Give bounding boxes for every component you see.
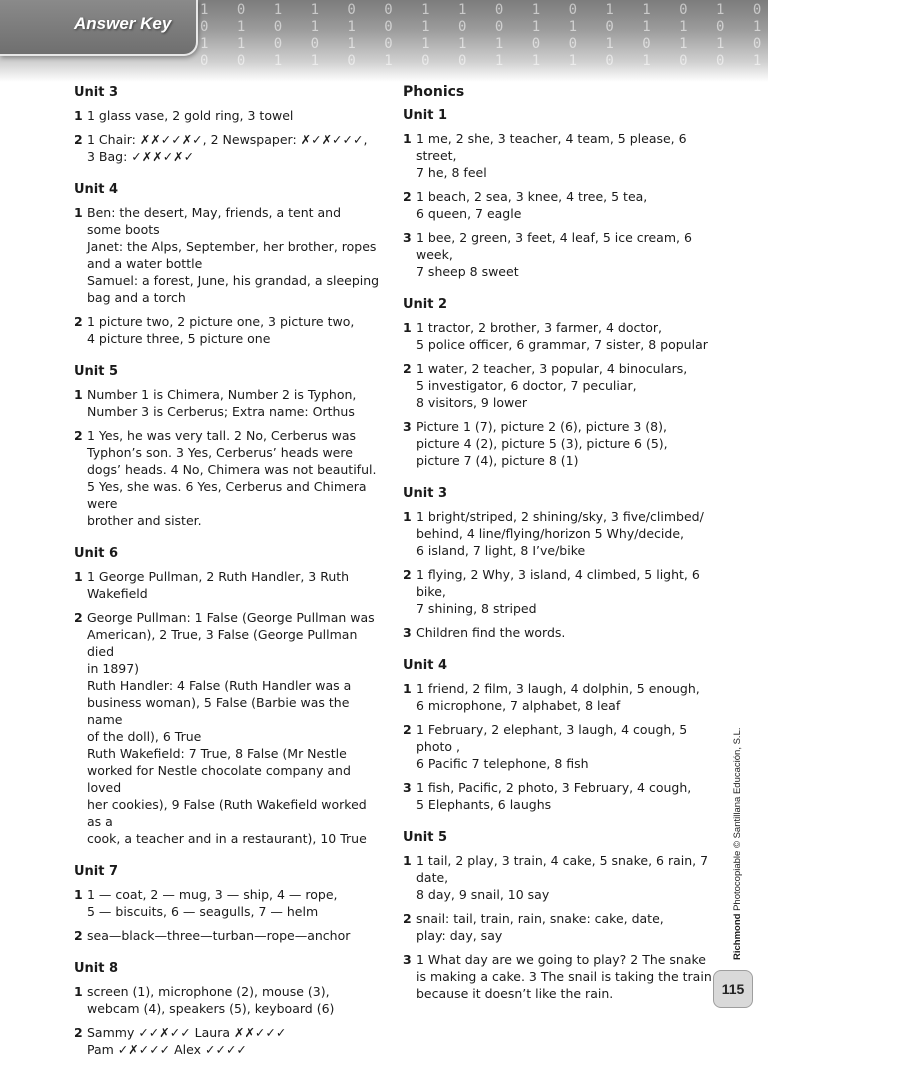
item-text: 1 me, 2 she, 3 teacher, 4 team, 5 please, 6 street, 7 he, 8 feel (416, 131, 687, 180)
item-text: sea—black—three—turban—rope—anchor (87, 928, 351, 943)
item-text: George Pullman: 1 False (George Pullman was American), 2 True, 3 False (George Pullman died in 1897) Ruth Handler: 4 False (Ruth Handler was a business woman), 5 False (Barbie was the name of the doll), 6 True Ruth Wakefield: 7 True, 8 False (Mr Nestle worked for Nestle chocolate company and loved her cookies), 9 False (Ruth Wakefield worked as a cook, a teacher and in a restaurant), 10 True (87, 610, 375, 846)
answer-item (74, 609, 384, 847)
item-text: Ben: the desert, May, friends, a tent and some boots Janet: the Alps, September, her brother, ropes and a water bottle Samuel: a forest, June, his grandad, a sleeping bag and a torch (87, 205, 380, 305)
answer-item (403, 130, 713, 181)
answer-item (403, 852, 713, 903)
answer-item (74, 427, 384, 529)
item-number: 2 (74, 428, 83, 443)
unit-heading: Unit 7 (74, 864, 119, 879)
copyright-sidebar (732, 712, 748, 960)
item-text: 1 bee, 2 green, 3 feet, 4 leaf, 5 ice cream, 6 week, 7 sheep 8 sweet (416, 230, 692, 279)
right-column (403, 84, 713, 1018)
answer-item (403, 680, 713, 714)
unit-block (74, 181, 384, 347)
binary-pattern-decoration: 1 0 1 1 0 0 1 1 0 1 0 1 1 0 1 0 0 1 1 0 0 1 0 1 1 0 1 0 0 1 1 0 1 1 0 1 0 0 1 1 1 1 0 0 1 0 1 1 1 0 0 1 0 1 1 0 1 1 0 0 0 0 1 1 0 1 0 0 1 1 1 0 1 0 0 1 1 0 1 1 (200, 2, 919, 69)
answer-key-label: Answer Key (74, 14, 172, 33)
item-number: 2 (74, 610, 83, 625)
unit-block (74, 863, 384, 944)
item-number: 1 (403, 131, 412, 146)
item-text: 1 fish, Pacific, 2 photo, 3 February, 4 cough, 5 Elephants, 6 laughs (416, 780, 692, 812)
answer-item (403, 360, 713, 411)
unit-block (74, 84, 384, 165)
item-number: 1 (74, 387, 83, 402)
copyright-notice: Photocopiable © Santillana Educación, S.L. (732, 727, 743, 911)
item-text: 1 bright/striped, 2 shining/sky, 3 five/climbed/ behind, 4 line/flying/horizon 5 Why/decide, 6 island, 7 light, 8 I’ve/bike (416, 509, 704, 558)
copyright-text (732, 712, 743, 960)
item-number: 1 (74, 887, 83, 902)
item-number: 2 (403, 189, 412, 204)
answer-item (74, 886, 384, 920)
item-text: 1 friend, 2 film, 3 laugh, 4 dolphin, 5 enough, 6 microphone, 7 alphabet, 8 leaf (416, 681, 700, 713)
item-number: 3 (403, 419, 412, 434)
item-number: 1 (74, 205, 83, 220)
answer-item (74, 1024, 384, 1058)
answer-item (403, 566, 713, 617)
brand-name: Richmond (732, 913, 743, 960)
item-number: 1 (74, 984, 83, 999)
item-number: 2 (74, 314, 83, 329)
item-number: 1 (403, 681, 412, 696)
answer-item (74, 983, 384, 1017)
answer-item (74, 107, 384, 124)
item-text: 1 tail, 2 play, 3 train, 4 cake, 5 snake, 6 rain, 7 date, 8 day, 9 snail, 10 say (416, 853, 709, 902)
unit-heading: Unit 3 (403, 486, 448, 501)
item-number: 3 (403, 780, 412, 795)
answer-key-tab (0, 0, 198, 56)
item-number: 1 (74, 569, 83, 584)
item-number: 2 (74, 928, 83, 943)
item-number: 2 (403, 911, 412, 926)
answer-item (403, 951, 713, 1002)
answer-item (74, 204, 384, 306)
answer-item (403, 624, 713, 641)
item-text: 1 What day are we going to play? 2 The snake is making a cake. 3 The snail is taking the train because it doesn’t like the rain. (416, 952, 712, 1001)
item-number: 1 (403, 320, 412, 335)
unit-heading: Unit 3 (74, 85, 119, 100)
unit-block (403, 485, 713, 641)
unit-heading: Unit 5 (403, 830, 448, 845)
item-text: Children find the words. (416, 625, 566, 640)
answer-item (403, 779, 713, 813)
page-number: 115 (713, 970, 753, 1008)
item-text: 1 George Pullman, 2 Ruth Handler, 3 Ruth Wakefield (87, 569, 350, 601)
unit-heading: Unit 5 (74, 364, 119, 379)
item-text: 1 beach, 2 sea, 3 knee, 4 tree, 5 tea, 6 queen, 7 eagle (416, 189, 648, 221)
item-text: 1 Yes, he was very tall. 2 No, Cerberus was Typhon’s son. 3 Yes, Cerberus’ heads were dogs’ heads. 4 No, Chimera was not beautiful. 5 Yes, she was. 6 Yes, Cerberus and Chimera were brother and sister. (87, 428, 377, 528)
unit-heading: Unit 2 (403, 297, 448, 312)
unit-block (403, 829, 713, 1002)
answer-item (74, 927, 384, 944)
item-text: 1 — coat, 2 — mug, 3 — ship, 4 — rope, 5 — biscuits, 6 — seagulls, 7 — helm (87, 887, 338, 919)
item-text: 1 picture two, 2 picture one, 3 picture two, 4 picture three, 5 picture one (87, 314, 355, 346)
item-text: 1 February, 2 elephant, 3 laugh, 4 cough, 5 photo , 6 Pacific 7 telephone, 8 fish (416, 722, 688, 771)
item-text: Picture 1 (7), picture 2 (6), picture 3 (8), picture 4 (2), picture 5 (3), picture 6 (5), picture 7 (4), picture 8 (1) (416, 419, 668, 468)
answer-item (74, 568, 384, 602)
answer-item (403, 418, 713, 469)
left-column (74, 84, 384, 1074)
item-number: 1 (74, 108, 83, 123)
item-number: 2 (403, 361, 412, 376)
unit-heading: Unit 8 (74, 961, 119, 976)
answer-item (403, 229, 713, 280)
item-number: 2 (403, 722, 412, 737)
unit-block (74, 363, 384, 529)
item-text: snail: tail, train, rain, snake: cake, date, play: day, say (416, 911, 664, 943)
unit-heading: Unit 4 (74, 182, 119, 197)
item-text: 1 glass vase, 2 gold ring, 3 towel (87, 108, 294, 123)
unit-heading: Unit 1 (403, 108, 448, 123)
phonics-heading: Phonics (403, 84, 465, 100)
item-number: 3 (403, 952, 412, 967)
item-number: 1 (403, 853, 412, 868)
unit-block (74, 545, 384, 847)
item-number: 1 (403, 509, 412, 524)
item-text: screen (1), microphone (2), mouse (3), webcam (4), speakers (5), keyboard (6) (87, 984, 335, 1016)
unit-heading: Unit 4 (403, 658, 448, 673)
item-number: 2 (74, 132, 83, 147)
unit-block (403, 657, 713, 813)
item-text: 1 Chair: ✗✗✓✓✗✓, 2 Newspaper: ✗✓✗✓✓✓, 3 Bag: ✓✗✗✓✗✓ (87, 132, 368, 164)
answer-item (74, 313, 384, 347)
unit-heading: Unit 6 (74, 546, 119, 561)
item-number: 2 (74, 1025, 83, 1040)
item-number: 2 (403, 567, 412, 582)
answer-item (403, 910, 713, 944)
item-text: Number 1 is Chimera, Number 2 is Typhon, Number 3 is Cerberus; Extra name: Orthus (87, 387, 357, 419)
answer-item (403, 721, 713, 772)
answer-item (403, 188, 713, 222)
unit-block (74, 960, 384, 1058)
item-number: 3 (403, 230, 412, 245)
answer-item (403, 508, 713, 559)
header-banner (0, 0, 919, 82)
item-number: 3 (403, 625, 412, 640)
answer-item (74, 386, 384, 420)
answer-item (74, 131, 384, 165)
item-text: 1 tractor, 2 brother, 3 farmer, 4 doctor, 5 police officer, 6 grammar, 7 sister, 8 popular (416, 320, 708, 352)
unit-block (403, 107, 713, 280)
item-text: Sammy ✓✓✗✓✓ Laura ✗✗✓✓✓ Pam ✓✗✓✓✓ Alex ✓✓✓✓ (87, 1025, 287, 1057)
unit-block (403, 296, 713, 469)
item-text: 1 flying, 2 Why, 3 island, 4 climbed, 5 light, 6 bike, 7 shining, 8 striped (416, 567, 700, 616)
answer-item (403, 319, 713, 353)
item-text: 1 water, 2 teacher, 3 popular, 4 binoculars, 5 investigator, 6 doctor, 7 peculiar, 8 visitors, 9 lower (416, 361, 688, 410)
